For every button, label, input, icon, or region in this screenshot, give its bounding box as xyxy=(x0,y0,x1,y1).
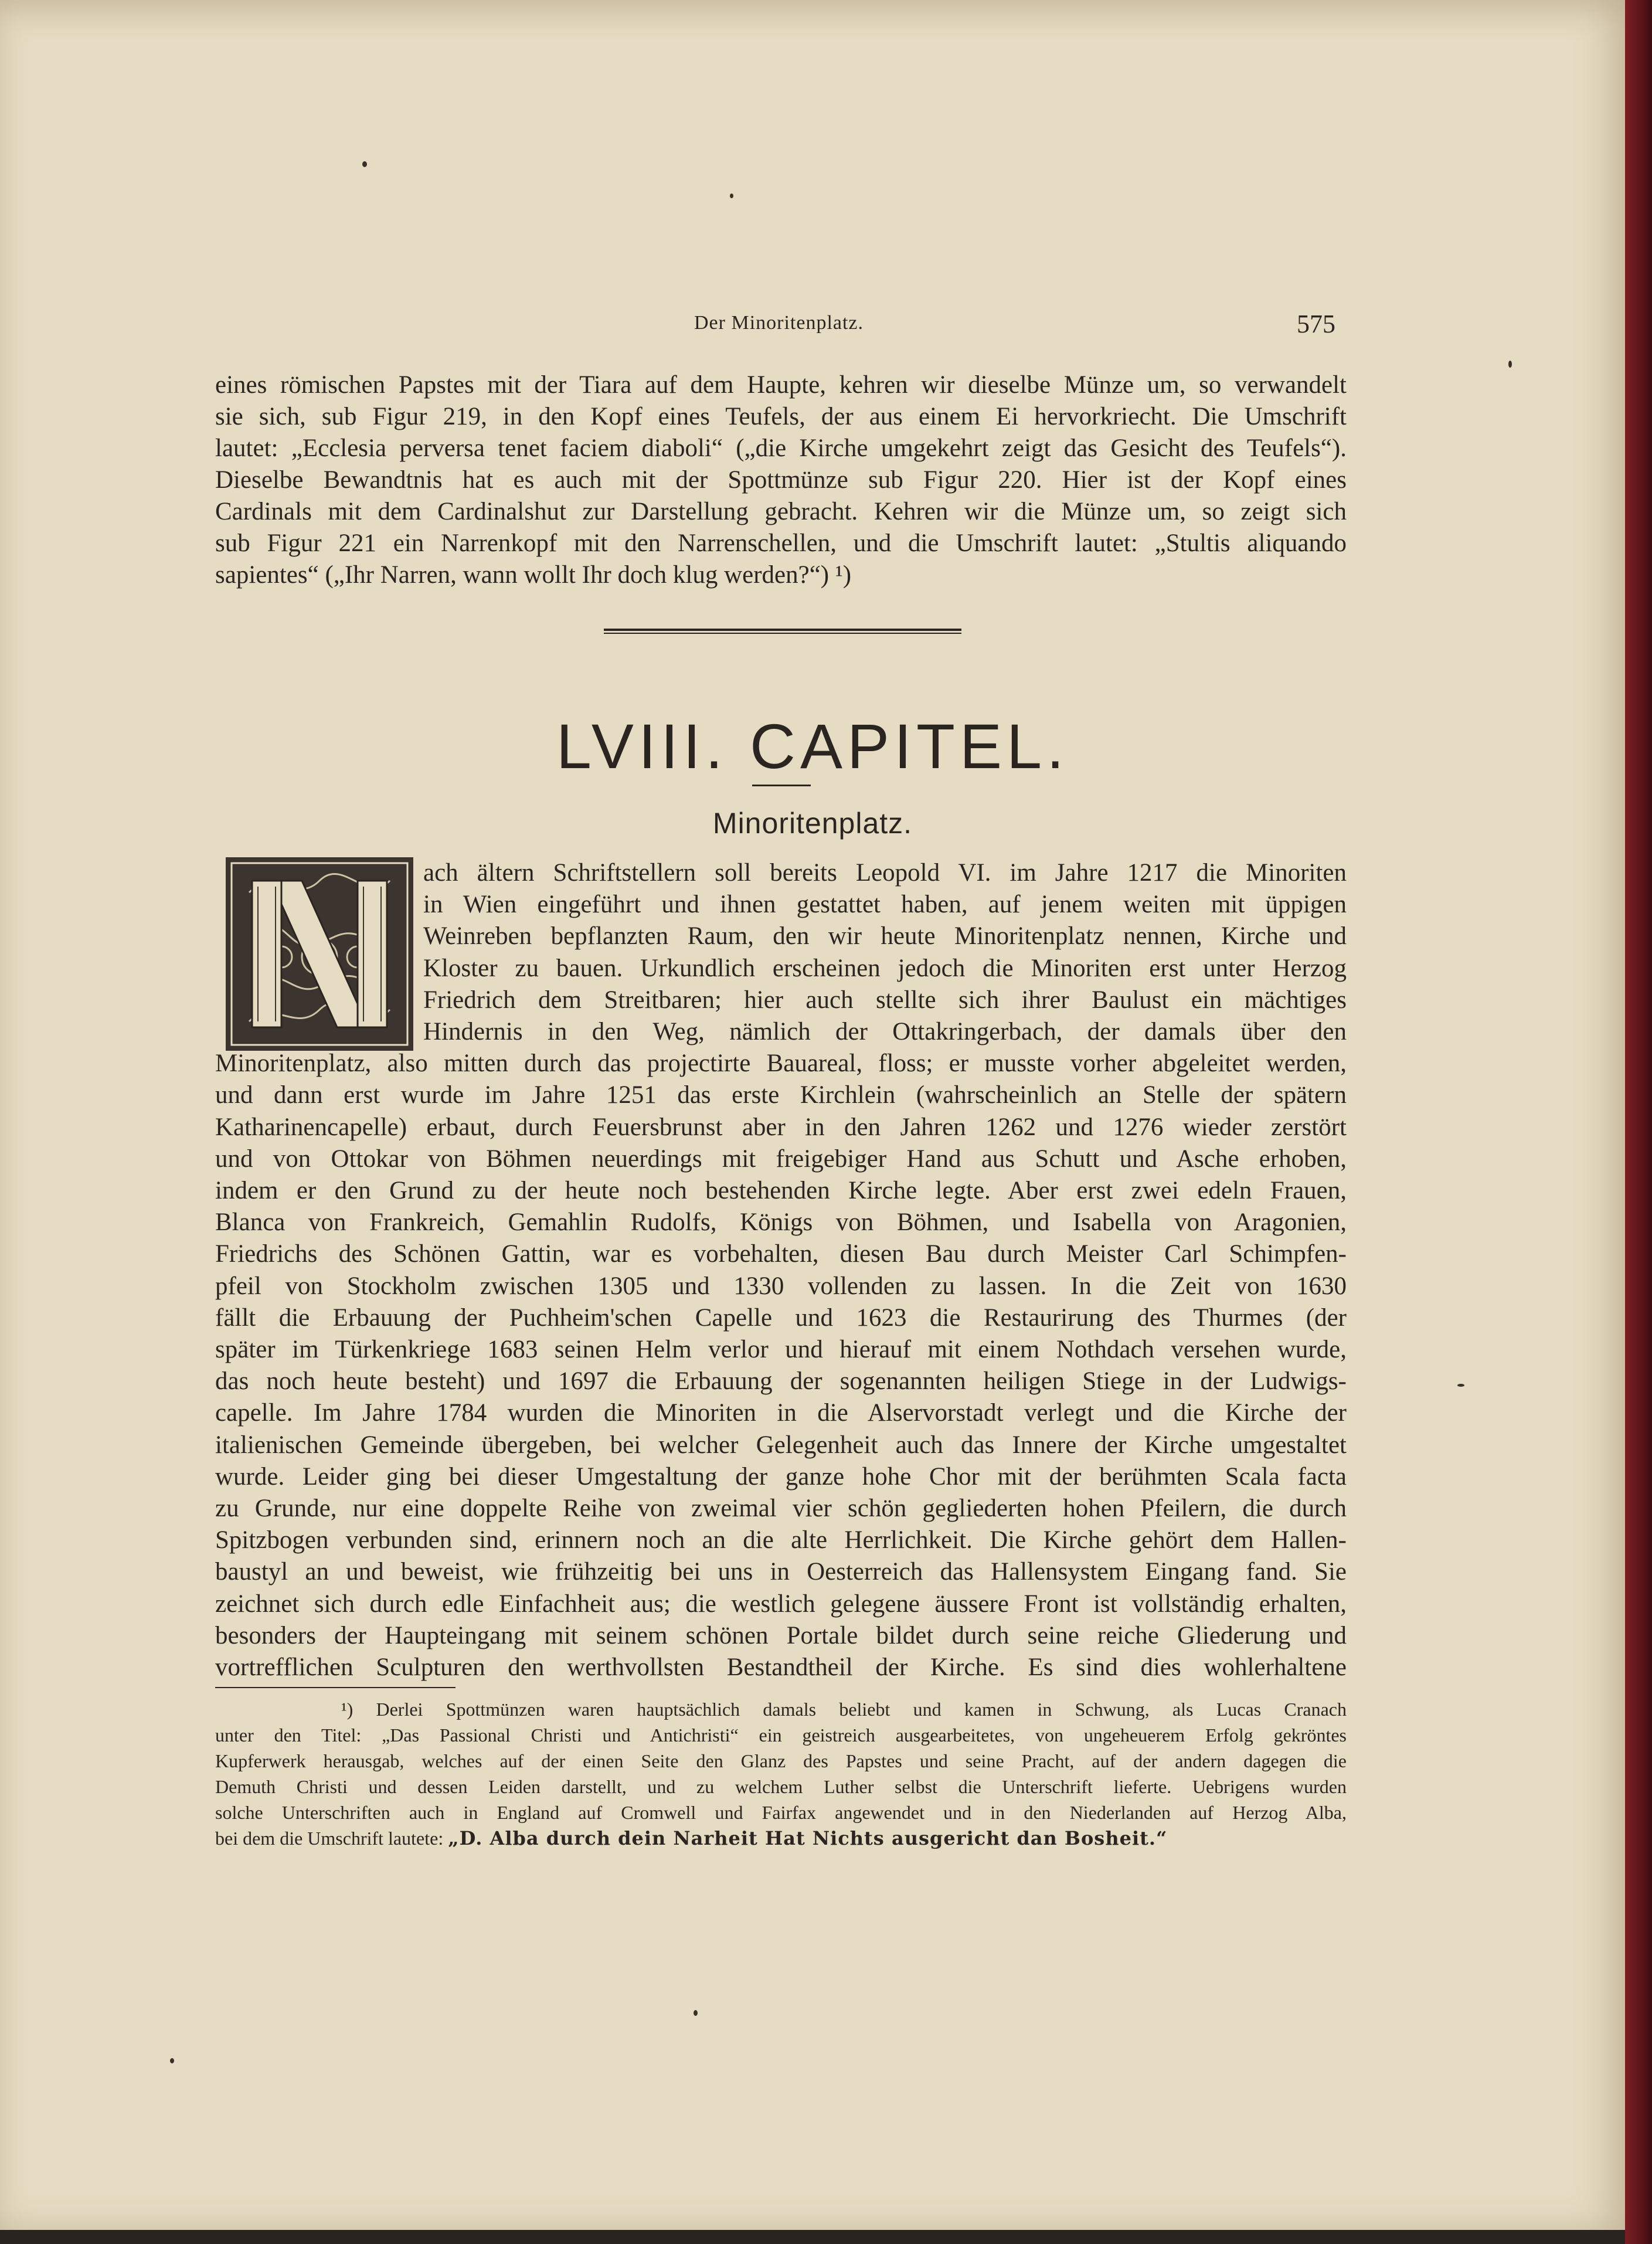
text-line: Cardinals mit dem Cardinalshut zur Darstellung gebracht. Kehren wir die Münze um, so zeigt sich xyxy=(215,498,1347,525)
chapter-rule xyxy=(752,785,811,786)
text-line: Katharinencapelle) erbaut, durch Feuersbrunst aber in den Jahren 1262 und 1276 wieder zerstört xyxy=(215,1113,1347,1141)
book-spine xyxy=(1625,0,1652,2244)
paper-speck xyxy=(362,161,367,167)
footnote-quote: „D. Alba durch dein Narheit Hat Nichts ausgericht dan Bosheit.“ xyxy=(448,1827,1168,1849)
footnote-last-line xyxy=(215,1825,1347,1851)
footnote-rule xyxy=(215,1687,456,1688)
text-line: und von Ottokar von Böhmen neuerdings mit freigebiger Hand aus Schutt und Asche erhoben, xyxy=(215,1145,1347,1173)
footnote-prefix: bei dem die Umschrift lautete: xyxy=(215,1828,448,1849)
text-line: lautet: „Ecclesia perversa tenet faciem diaboli“ („die Kirche umgekehrt zeigt das Gesicht des Teufels“). xyxy=(215,434,1347,462)
footnote-line: unter den Titel: „Das Passional Christi und Antichristi“ ein geistreich ausgearbeitetes, von ungeheuerem Erfolg gekröntes xyxy=(215,1724,1347,1746)
text-line: in Wien eingeführt und ihnen gestattet haben, auf jenem weiten mit üppigen xyxy=(423,891,1347,919)
text-line: italienischen Gemeinde übergeben, bei welcher Gelegenheit auch das Innere der Kirche umgestaltet xyxy=(215,1431,1347,1459)
chapter-title: LVIII. CAPITEL. xyxy=(556,711,1069,782)
text-line: Friedrich dem Streitbaren; hier auch stellte sich ihrer Baulust ein mächtiges xyxy=(423,986,1347,1014)
text-line: baustyl an und beweist, wie frühzeitig bei uns in Oesterreich das Hallensystem Eingang fand. Sie xyxy=(215,1558,1347,1586)
running-head: Der Minoritenplatz. xyxy=(694,312,864,334)
text-line: Spitzbogen verbunden sind, erinnern noch an die alte Herrlichkeit. Die Kirche gehört dem Hallen- xyxy=(215,1526,1347,1554)
page-number: 575 xyxy=(1297,310,1335,338)
text-line: Kloster zu bauen. Urkundlich erscheinen jedoch die Minoriten erst unter Herzog xyxy=(423,954,1347,982)
paper-speck xyxy=(694,2010,698,2016)
text-line: fällt die Erbauung der Puchheim'schen Capelle und 1623 die Restaurirung des Thurmes (der xyxy=(215,1303,1347,1332)
text-line: das noch heute besteht) und 1697 die Erbauung der sogenannten heiligen Stiege in der Ludwigs- xyxy=(215,1367,1347,1396)
text-line: sub Figur 221 ein Narrenkopf mit den Narrenschellen, und die Umschrift lautet: „Stultis aliquando xyxy=(215,529,1347,557)
text-line: wurde. Leider ging bei dieser Umgestaltung der ganze hohe Chor mit der berühmten Scala facta xyxy=(215,1462,1347,1491)
text-line: Minoritenplatz, also mitten durch das projectirte Bauareal, floss; er musste vorher abgeleitet werden, xyxy=(215,1050,1347,1078)
paper-speck xyxy=(730,193,733,198)
text-line: sie sich, sub Figur 219, in den Kopf eines Teufels, der aus einem Ei hervorkriecht. Die Umschrift xyxy=(215,403,1347,430)
text-line: später im Türkenkriege 1683 seinen Helm verlor und hierauf mit einem Nothdach versehen wurde, xyxy=(215,1336,1347,1363)
paper-speck xyxy=(1457,1384,1464,1387)
decorated-initial xyxy=(226,857,413,1051)
text-line: pfeil von Stockholm zwischen 1305 und 1330 vollenden zu lassen. In die Zeit von 1630 xyxy=(215,1272,1347,1300)
text-line: zeichnet sich durch edle Einfachheit aus; die westlich gelegene äussere Front ist vollständig erhalten, xyxy=(215,1590,1347,1618)
text-line: Friedrichs des Schönen Gattin, war es vorbehalten, diesen Bau durch Meister Carl Schimpfen- xyxy=(215,1240,1347,1268)
text-line: ach ältern Schriftstellern soll bereits Leopold VI. im Jahre 1217 die Minoriten xyxy=(423,859,1347,887)
footnote-line: solche Unterschriften auch in England auf Cromwell und Fairfax angewendet und in den Niederlanden auf Herzog Alba, xyxy=(215,1802,1347,1823)
footnote xyxy=(215,1696,1347,1851)
paper-speck xyxy=(1508,361,1512,368)
text-line: Hindernis in den Weg, nämlich der Ottakringerbach, der damals über den xyxy=(423,1018,1347,1045)
text-line: capelle. Im Jahre 1784 wurden die Minoriten in die Alservorstadt verlegt und die Kirche der xyxy=(215,1399,1347,1427)
footnote-line: ¹) Derlei Spottmünzen waren hauptsächlich damals beliebt und kamen in Schwung, als Lucas Cranach xyxy=(341,1699,1347,1720)
text-line: vortrefflichen Sculpturen den werthvollsten Bestandtheil der Kirche. Es sind dies wohlerhaltene xyxy=(215,1654,1347,1681)
text-line: zu Grunde, nur eine doppelte Reihe von zweimal vier schön gegliederten hohen Pfeilern, die durch xyxy=(215,1495,1347,1522)
text-line: indem er den Grund zu der heute noch bestehenden Kirche legte. Aber erst zwei edeln Frauen, xyxy=(215,1177,1347,1204)
text-line: Weinreben bepflanzten Raum, den wir heute Minoritenplatz nennen, Kirche und xyxy=(423,922,1347,950)
text-line: Dieselbe Bewandtnis hat es auch mit der Spottmünze sub Figur 220. Hier ist der Kopf eines xyxy=(215,466,1347,494)
footnote-line: Kupferwerk herausgab, welches auf der einen Seite den Glanz des Papstes und seine Pracht, auf der andern dagegen die xyxy=(215,1750,1347,1771)
text-line: Blanca von Frankreich, Gemahlin Rudolfs, Königs von Böhmen, und Isabella von Aragonien, xyxy=(215,1208,1347,1237)
text-line: und dann erst wurde im Jahre 1251 das erste Kirchlein (wahrscheinlich an Stelle der spätern xyxy=(215,1081,1347,1109)
footnote-line: Demuth Christi und dessen Leiden darstellt, und zu welchem Luther selbst die Unterschrift lieferte. Uebrigens wurden xyxy=(215,1776,1347,1797)
text-line: sapientes“ („Ihr Narren, wann wollt Ihr doch klug werden?“) ¹) xyxy=(215,561,852,589)
text-line: besonders der Haupteingang mit seinem schönen Portale bildet durch seine reiche Gliederung und xyxy=(215,1621,1347,1649)
text-line: eines römischen Papstes mit der Tiara auf dem Haupte, kehren wir dieselbe Münze um, so verwandelt xyxy=(215,371,1347,399)
section-title: Minoritenplatz. xyxy=(712,807,913,840)
paper-speck xyxy=(170,2058,174,2063)
section-divider xyxy=(604,629,961,634)
